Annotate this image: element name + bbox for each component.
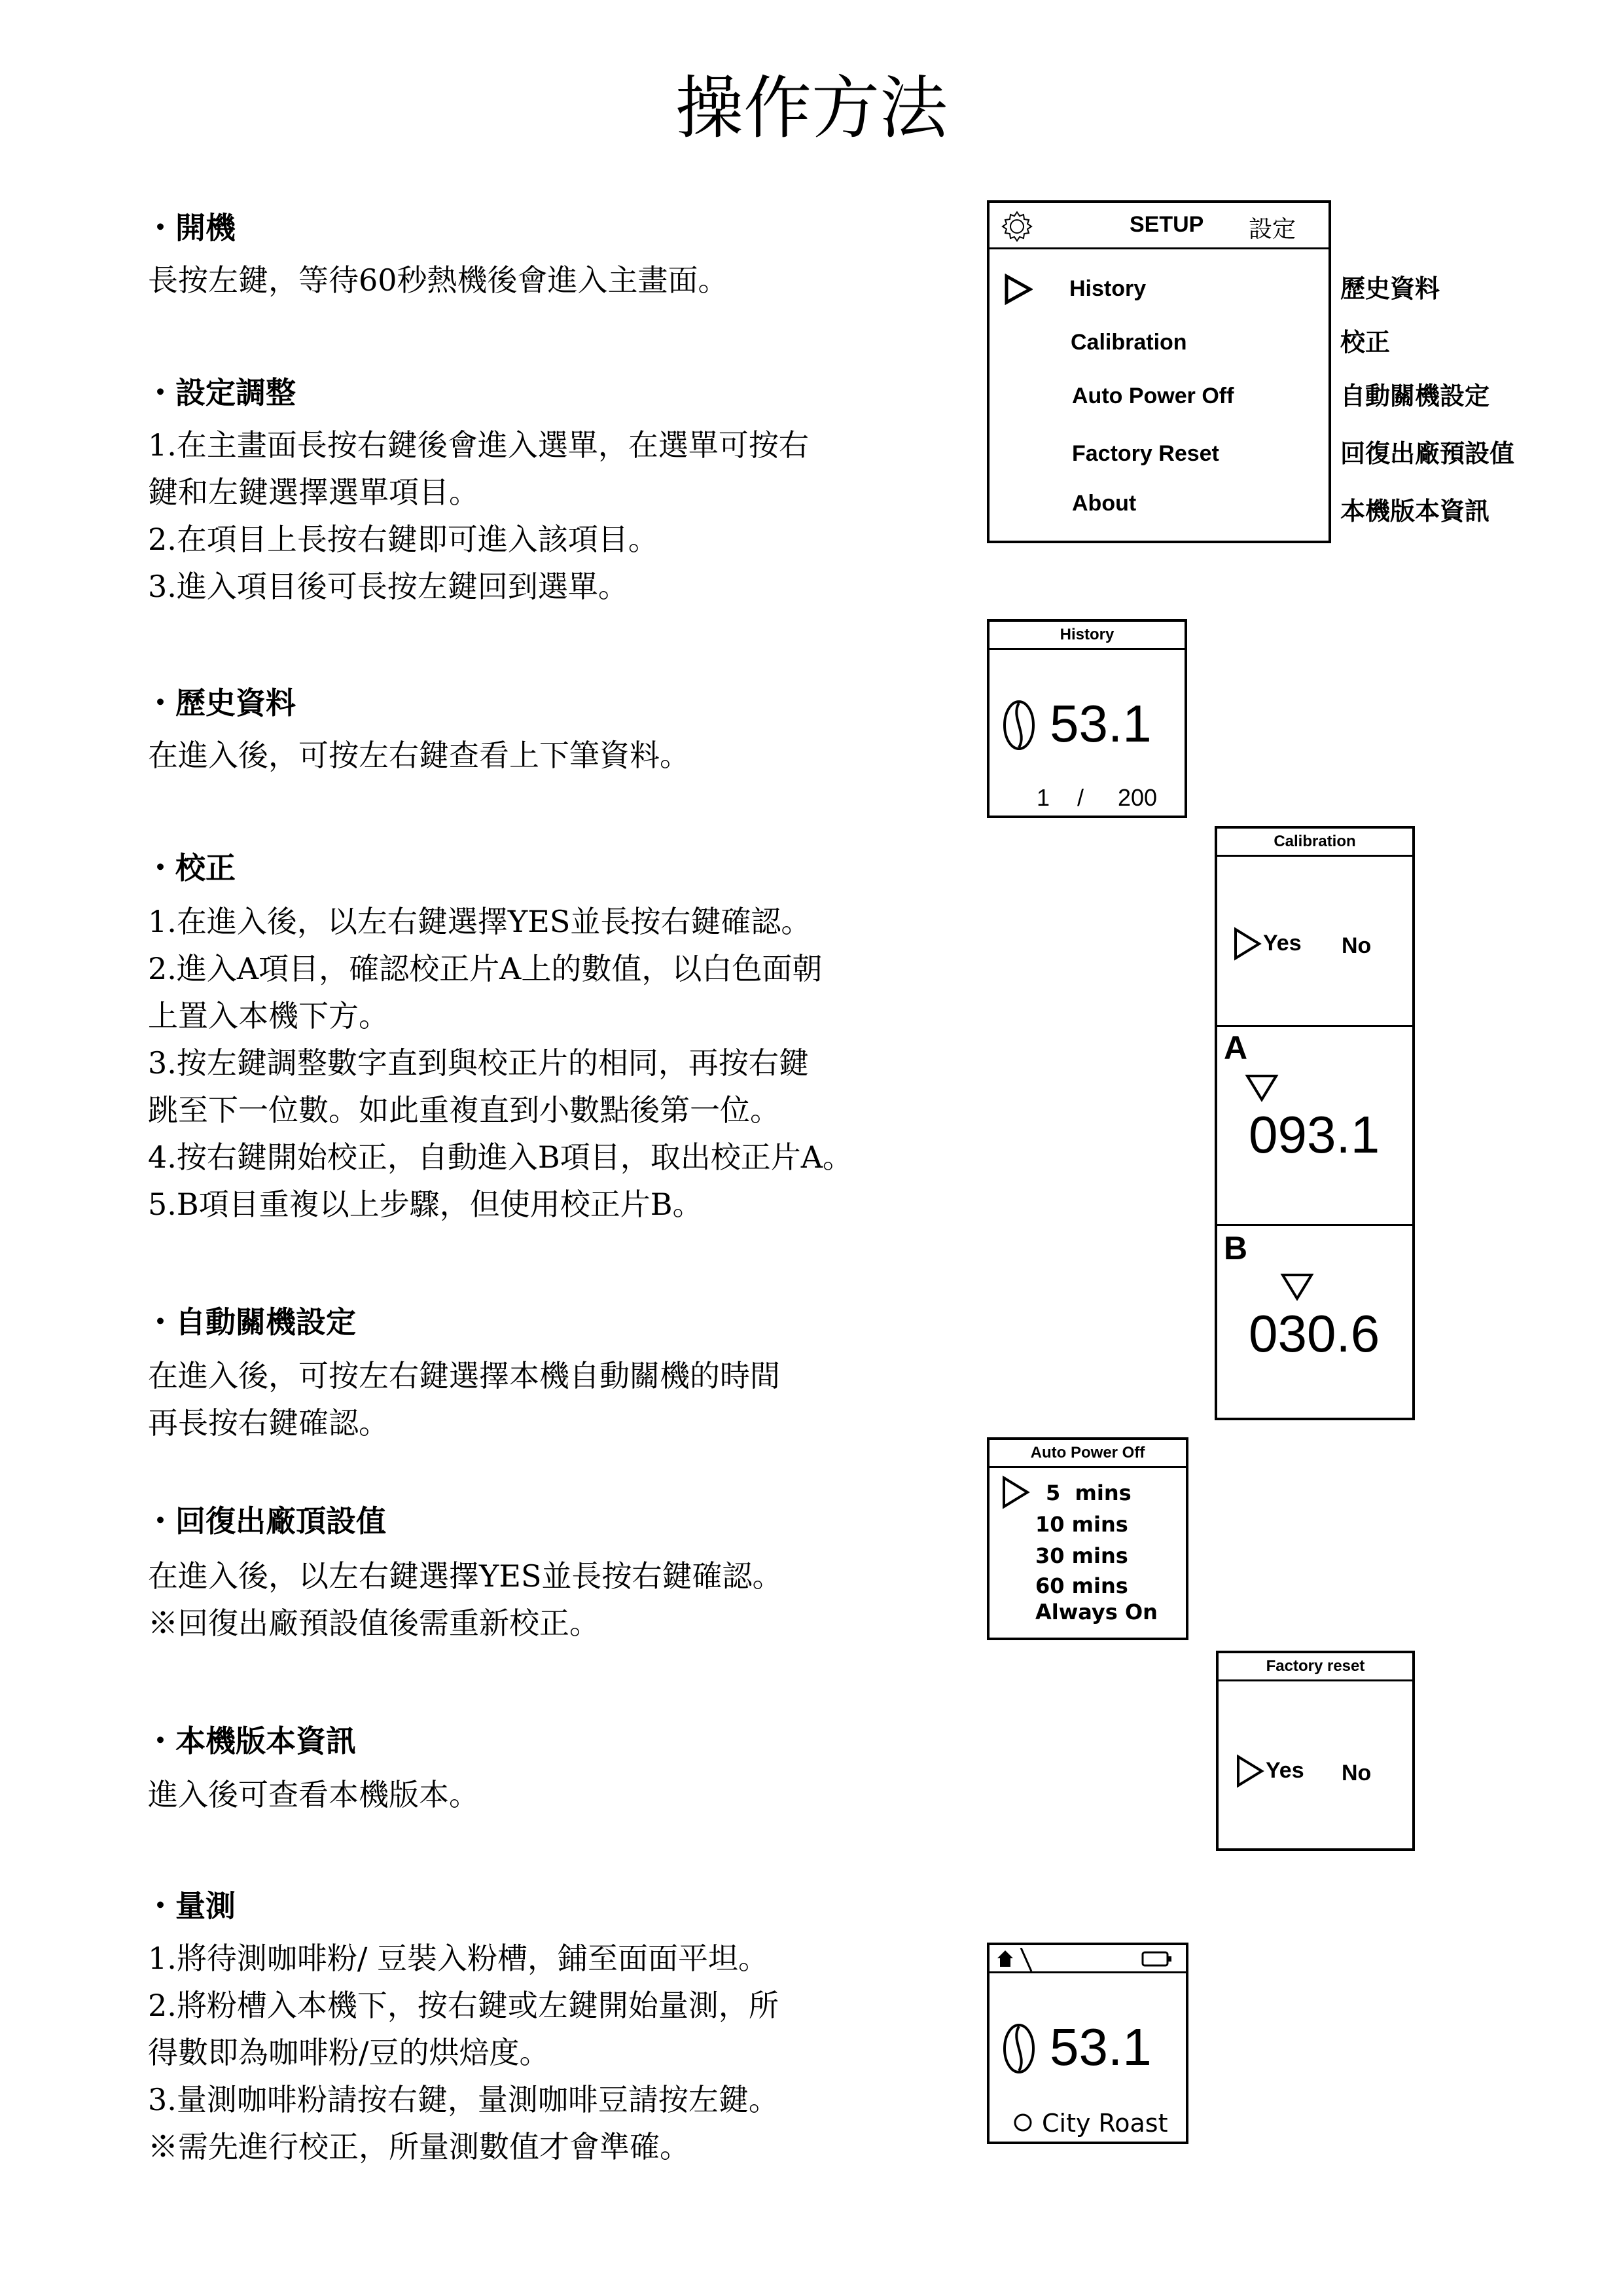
selection-cursor-icon	[1001, 1475, 1030, 1512]
section-body-calibration	[148, 898, 853, 1228]
selection-cursor-icon	[1233, 927, 1262, 963]
side-label-factory-reset: 回復出廠預設值	[1340, 439, 1515, 468]
page-title: 操作方法	[675, 68, 948, 148]
section-body-auto-power	[148, 1352, 780, 1446]
body-line: 1.在主畫面長按右鍵後會進入選單，在選單可按右	[148, 427, 809, 463]
history-page-total: 200	[1118, 784, 1158, 811]
calibration-header: Calibration	[1217, 829, 1412, 857]
body-line: 鍵和左鍵選擇選單項目。	[148, 475, 479, 510]
section-heading-factory-reset: ・回復出廠頂設值	[145, 1503, 386, 1539]
section-heading-history: ・歷史資料	[145, 685, 296, 721]
body-line: 在進入後，可按左右鍵選擇本機自動關機的時間	[148, 1358, 780, 1393]
history-value: 53.1	[1050, 694, 1152, 753]
section-body-about	[148, 1771, 479, 1818]
digit-cursor-icon	[1280, 1272, 1314, 1304]
auto-power-option-5[interactable]: 5 mins	[1046, 1480, 1132, 1505]
history-page-current: 1	[1037, 784, 1050, 811]
menu-item-auto-power-off[interactable]: Auto Power Off	[1072, 384, 1234, 408]
body-line: 4.按右鍵開始校正，自動進入B項目，取出校正片A。	[148, 1139, 853, 1175]
body-line: 得數即為咖啡粉/豆的烘焙度。	[148, 2035, 550, 2070]
auto-power-option-always[interactable]: Always On	[1035, 1600, 1158, 1624]
side-label-auto-power-off: 自動關機設定	[1340, 382, 1490, 410]
section-heading-settings: ・設定調整	[145, 375, 296, 410]
body-line: 跳至下一位數。如此重複直到小數點後第一位。	[148, 1092, 780, 1128]
gear-icon	[1000, 209, 1034, 243]
auto-power-option-10[interactable]: 10 mins	[1035, 1512, 1128, 1537]
roast-level-label: City Roast	[1042, 2109, 1168, 2138]
body-line: 3.量測咖啡粉請按右鍵，量測咖啡豆請按左鍵。	[148, 2082, 779, 2117]
auto-power-option-60[interactable]: 60 mins	[1035, 1573, 1128, 1598]
calibration-screen	[1215, 826, 1415, 1420]
calibration-yes-option[interactable]: Yes	[1263, 931, 1302, 956]
coffee-bean-icon	[1001, 2022, 1037, 2077]
side-label-about: 本機版本資訊	[1340, 497, 1490, 526]
calibration-a-label: A	[1224, 1030, 1248, 1066]
body-line: 再長按右鍵確認。	[148, 1405, 389, 1441]
body-line: ※回復出廠預設值後需重新校正。	[148, 1605, 599, 1641]
body-line: 1.在進入後，以左右鍵選擇YES並長按右鍵確認。	[148, 904, 812, 939]
body-line: 3.進入項目後可長按左鍵回到選單。	[148, 569, 628, 604]
calibration-b-label: B	[1224, 1230, 1248, 1266]
setup-header-zh: 設定	[1249, 216, 1296, 243]
circle-icon	[1013, 2113, 1033, 2135]
calibration-b-value: 030.6	[1249, 1304, 1380, 1363]
auto-power-off-header: Auto Power Off	[990, 1440, 1186, 1468]
auto-power-off-screen	[987, 1437, 1188, 1640]
side-label-history: 歷史資料	[1340, 274, 1440, 303]
menu-item-history[interactable]: History	[1069, 276, 1147, 301]
body-line: 1.將待測咖啡粉/ 豆裝入粉槽，鋪至面面平坦。	[148, 1941, 769, 1976]
body-line: 在進入後，可按左右鍵查看上下筆資料。	[148, 738, 690, 773]
section-body-settings	[148, 422, 809, 610]
calibration-a-value: 093.1	[1249, 1105, 1380, 1164]
body-line: 2.進入A項目，確認校正片A上的數值，以白色面朝	[148, 951, 823, 986]
factory-reset-no-option[interactable]: No	[1342, 1761, 1372, 1785]
side-label-calibration: 校正	[1340, 328, 1391, 357]
history-page-separator: /	[1077, 784, 1084, 811]
factory-reset-screen	[1216, 1651, 1415, 1851]
section-heading-auto-power: ・自動關機設定	[145, 1304, 356, 1340]
body-line: 5.B項目重複以上步驟，但使用校正片B。	[148, 1187, 703, 1222]
section-body-factory-reset	[148, 1552, 782, 1647]
body-line: 3.按左鍵調整數字直到與校正片的相同，再按右鍵	[148, 1045, 809, 1081]
body-line: 進入後可查看本機版本。	[148, 1777, 479, 1812]
calibration-no-option[interactable]: No	[1342, 933, 1372, 958]
section-heading-about: ・本機版本資訊	[145, 1723, 356, 1759]
body-line: 在進入後，以左右鍵選擇YES並長按右鍵確認。	[148, 1558, 783, 1594]
body-line: 2.將粉槽入本機下，按右鍵或左鍵開始量測，所	[148, 1988, 779, 2023]
measurement-value: 53.1	[1050, 2018, 1152, 2076]
home-icon	[995, 1948, 1041, 1974]
section-body-measure	[148, 1935, 779, 2170]
body-line: 2.在項目上長按右鍵即可進入該項目。	[148, 522, 658, 557]
menu-item-about[interactable]: About	[1072, 491, 1137, 516]
factory-reset-yes-option[interactable]: Yes	[1266, 1758, 1304, 1783]
section-heading-calibration: ・校正	[145, 850, 236, 886]
menu-item-factory-reset[interactable]: Factory Reset	[1072, 441, 1219, 466]
section-heading-measure: ・量測	[145, 1888, 236, 1924]
body-line: ※需先進行校正，所量測數值才會準確。	[148, 2129, 690, 2164]
selection-cursor-icon	[1004, 274, 1033, 308]
section-body-history	[148, 732, 690, 779]
selection-cursor-icon	[1236, 1754, 1264, 1791]
body-line: 上置入本機下方。	[148, 998, 389, 1033]
menu-item-calibration[interactable]: Calibration	[1071, 330, 1187, 355]
setup-screen	[987, 200, 1331, 543]
battery-icon	[1141, 1950, 1174, 1970]
section-body-power-on	[148, 257, 728, 304]
history-header: History	[990, 622, 1185, 650]
setup-header-en: SETUP	[1130, 212, 1204, 237]
coffee-bean-icon	[1001, 699, 1037, 754]
factory-reset-header: Factory reset	[1219, 1653, 1412, 1681]
section-heading-power-on: ・開機	[145, 210, 236, 245]
body-line: 長按左鍵，等待60秒熱機後會進入主畫面。	[148, 262, 728, 298]
measurement-screen	[987, 1943, 1188, 2144]
auto-power-option-30[interactable]: 30 mins	[1035, 1543, 1128, 1568]
digit-cursor-icon	[1245, 1073, 1279, 1105]
history-screen	[987, 619, 1187, 818]
